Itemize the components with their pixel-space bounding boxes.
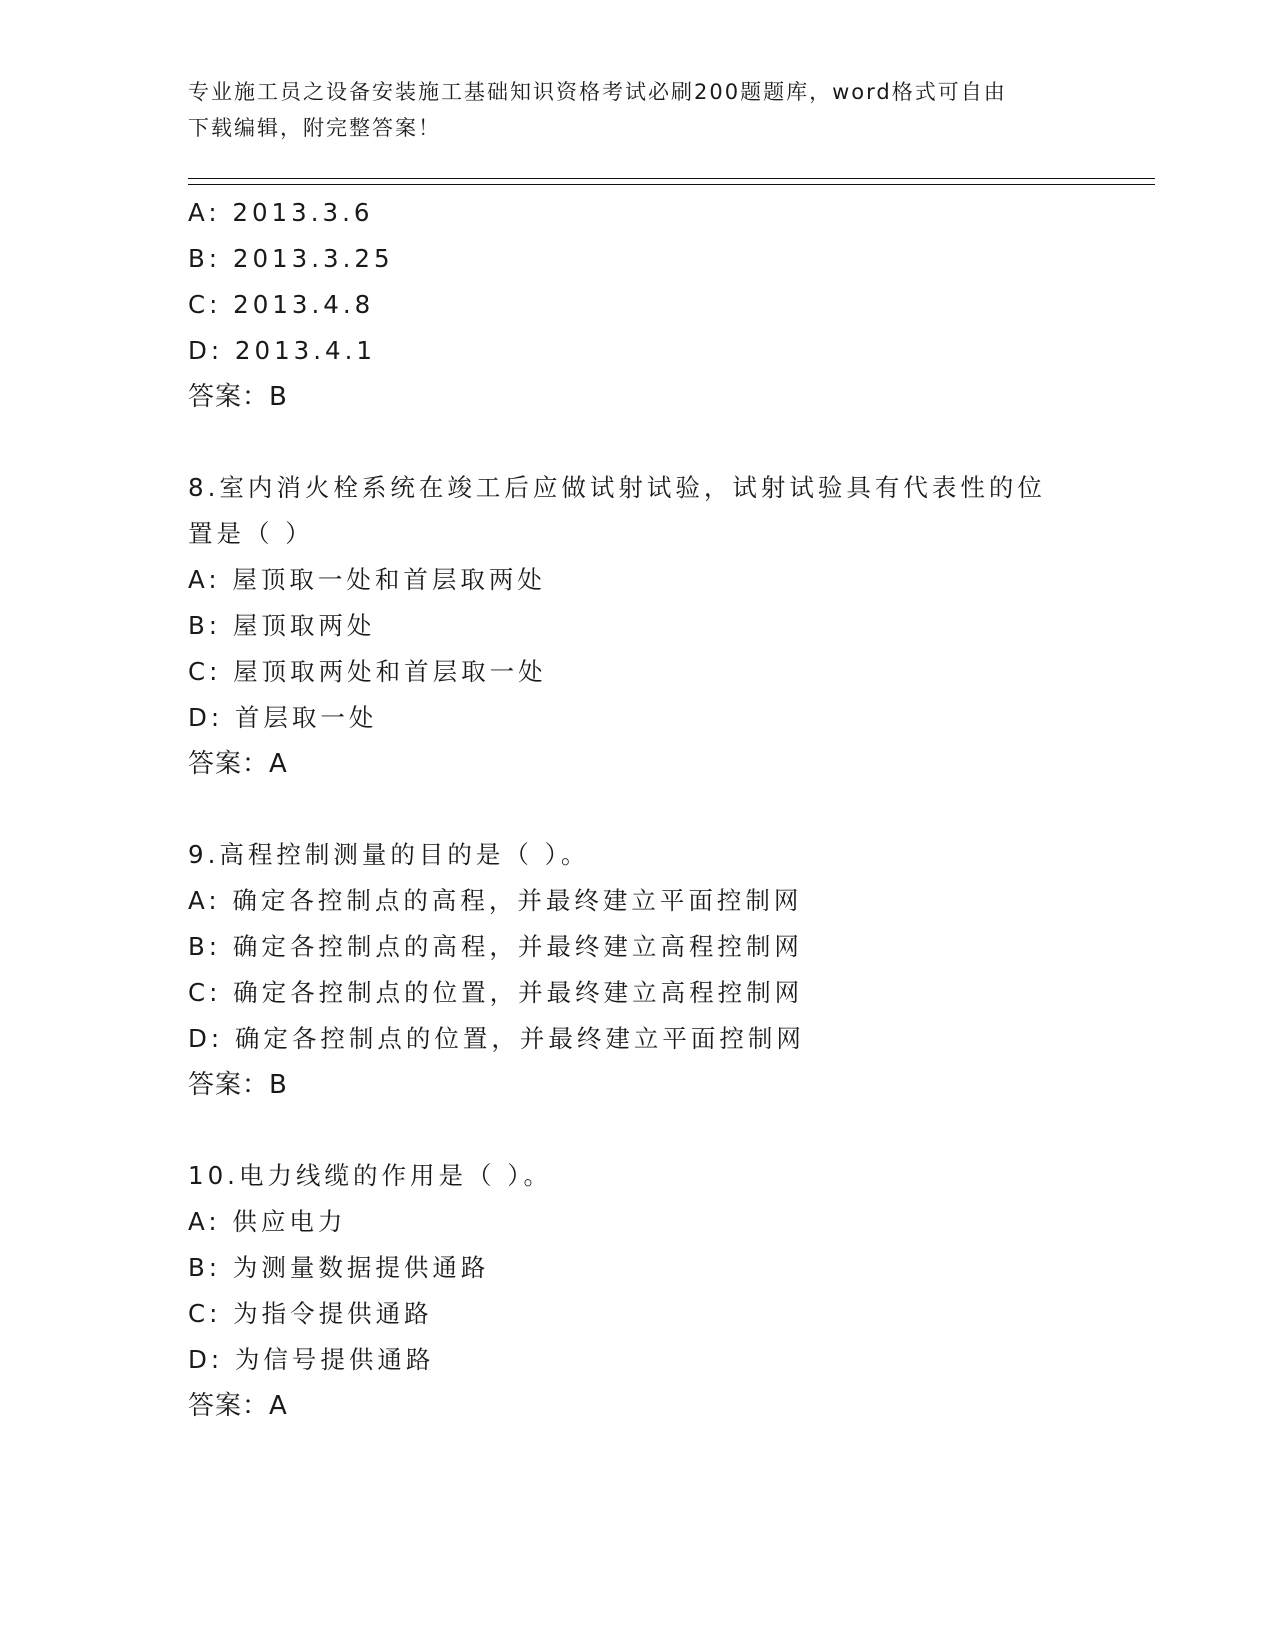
question-text: 10.电力线缆的作用是（ ）。 [188, 1161, 552, 1190]
question-text: 9.高程控制测量的目的是（ ）。 [188, 840, 590, 869]
option-a: A: 屋顶取一处和首层取两处 [188, 565, 546, 594]
question-7 [188, 190, 1148, 420]
option-d: D: 为信号提供通路 [188, 1345, 435, 1374]
document-body [188, 190, 1148, 1429]
header-line-1: 专业施工员之设备安装施工基础知识资格考试必刷200题题库，word格式可自由 [188, 80, 1007, 104]
question-10 [188, 1153, 1148, 1429]
option-a: A: 确定各控制点的高程，并最终建立平面控制网 [188, 886, 803, 915]
question-text-line-1: 8.室内消火栓系统在竣工后应做试射试验，试射试验具有代表性的位 [188, 473, 1046, 502]
option-c: C: 2013.4.8 [188, 290, 375, 319]
question-9 [188, 832, 1148, 1108]
option-c: C: 确定各控制点的位置，并最终建立高程控制网 [188, 978, 804, 1007]
answer-value: A [269, 749, 287, 779]
option-b: B: 确定各控制点的高程，并最终建立高程控制网 [188, 932, 803, 961]
answer-value: A [269, 1391, 287, 1421]
answer-value: B [269, 382, 287, 412]
answer-value: B [269, 1070, 287, 1100]
answer-line [188, 741, 1148, 787]
option-b: B: 为测量数据提供通路 [188, 1253, 490, 1282]
option-d: D: 2013.4.1 [188, 336, 377, 365]
answer-label: 答案： [188, 1070, 270, 1100]
option-b: B: 屋顶取两处 [188, 611, 376, 640]
header-divider-top [188, 178, 1155, 179]
option-d: D: 首层取一处 [188, 703, 378, 732]
header-line-2: 下载编辑，附完整答案！ [188, 116, 441, 140]
option-d: D: 确定各控制点的位置，并最终建立平面控制网 [188, 1024, 805, 1053]
answer-label: 答案： [188, 749, 270, 779]
option-a: A: 2013.3.6 [188, 198, 374, 227]
question-text-line-2: 置是（ ） [188, 519, 314, 548]
document-header [188, 74, 1068, 146]
option-c: C: 屋顶取两处和首层取一处 [188, 657, 547, 686]
answer-label: 答案： [188, 382, 270, 412]
header-divider-bottom [188, 184, 1155, 185]
option-c: C: 为指令提供通路 [188, 1299, 433, 1328]
answer-label: 答案： [188, 1391, 270, 1421]
answer-line [188, 374, 1148, 420]
answer-line [188, 1383, 1148, 1429]
answer-line [188, 1062, 1148, 1108]
option-a: A: 供应电力 [188, 1207, 347, 1236]
question-8 [188, 465, 1148, 787]
option-b: B: 2013.3.25 [188, 244, 394, 273]
